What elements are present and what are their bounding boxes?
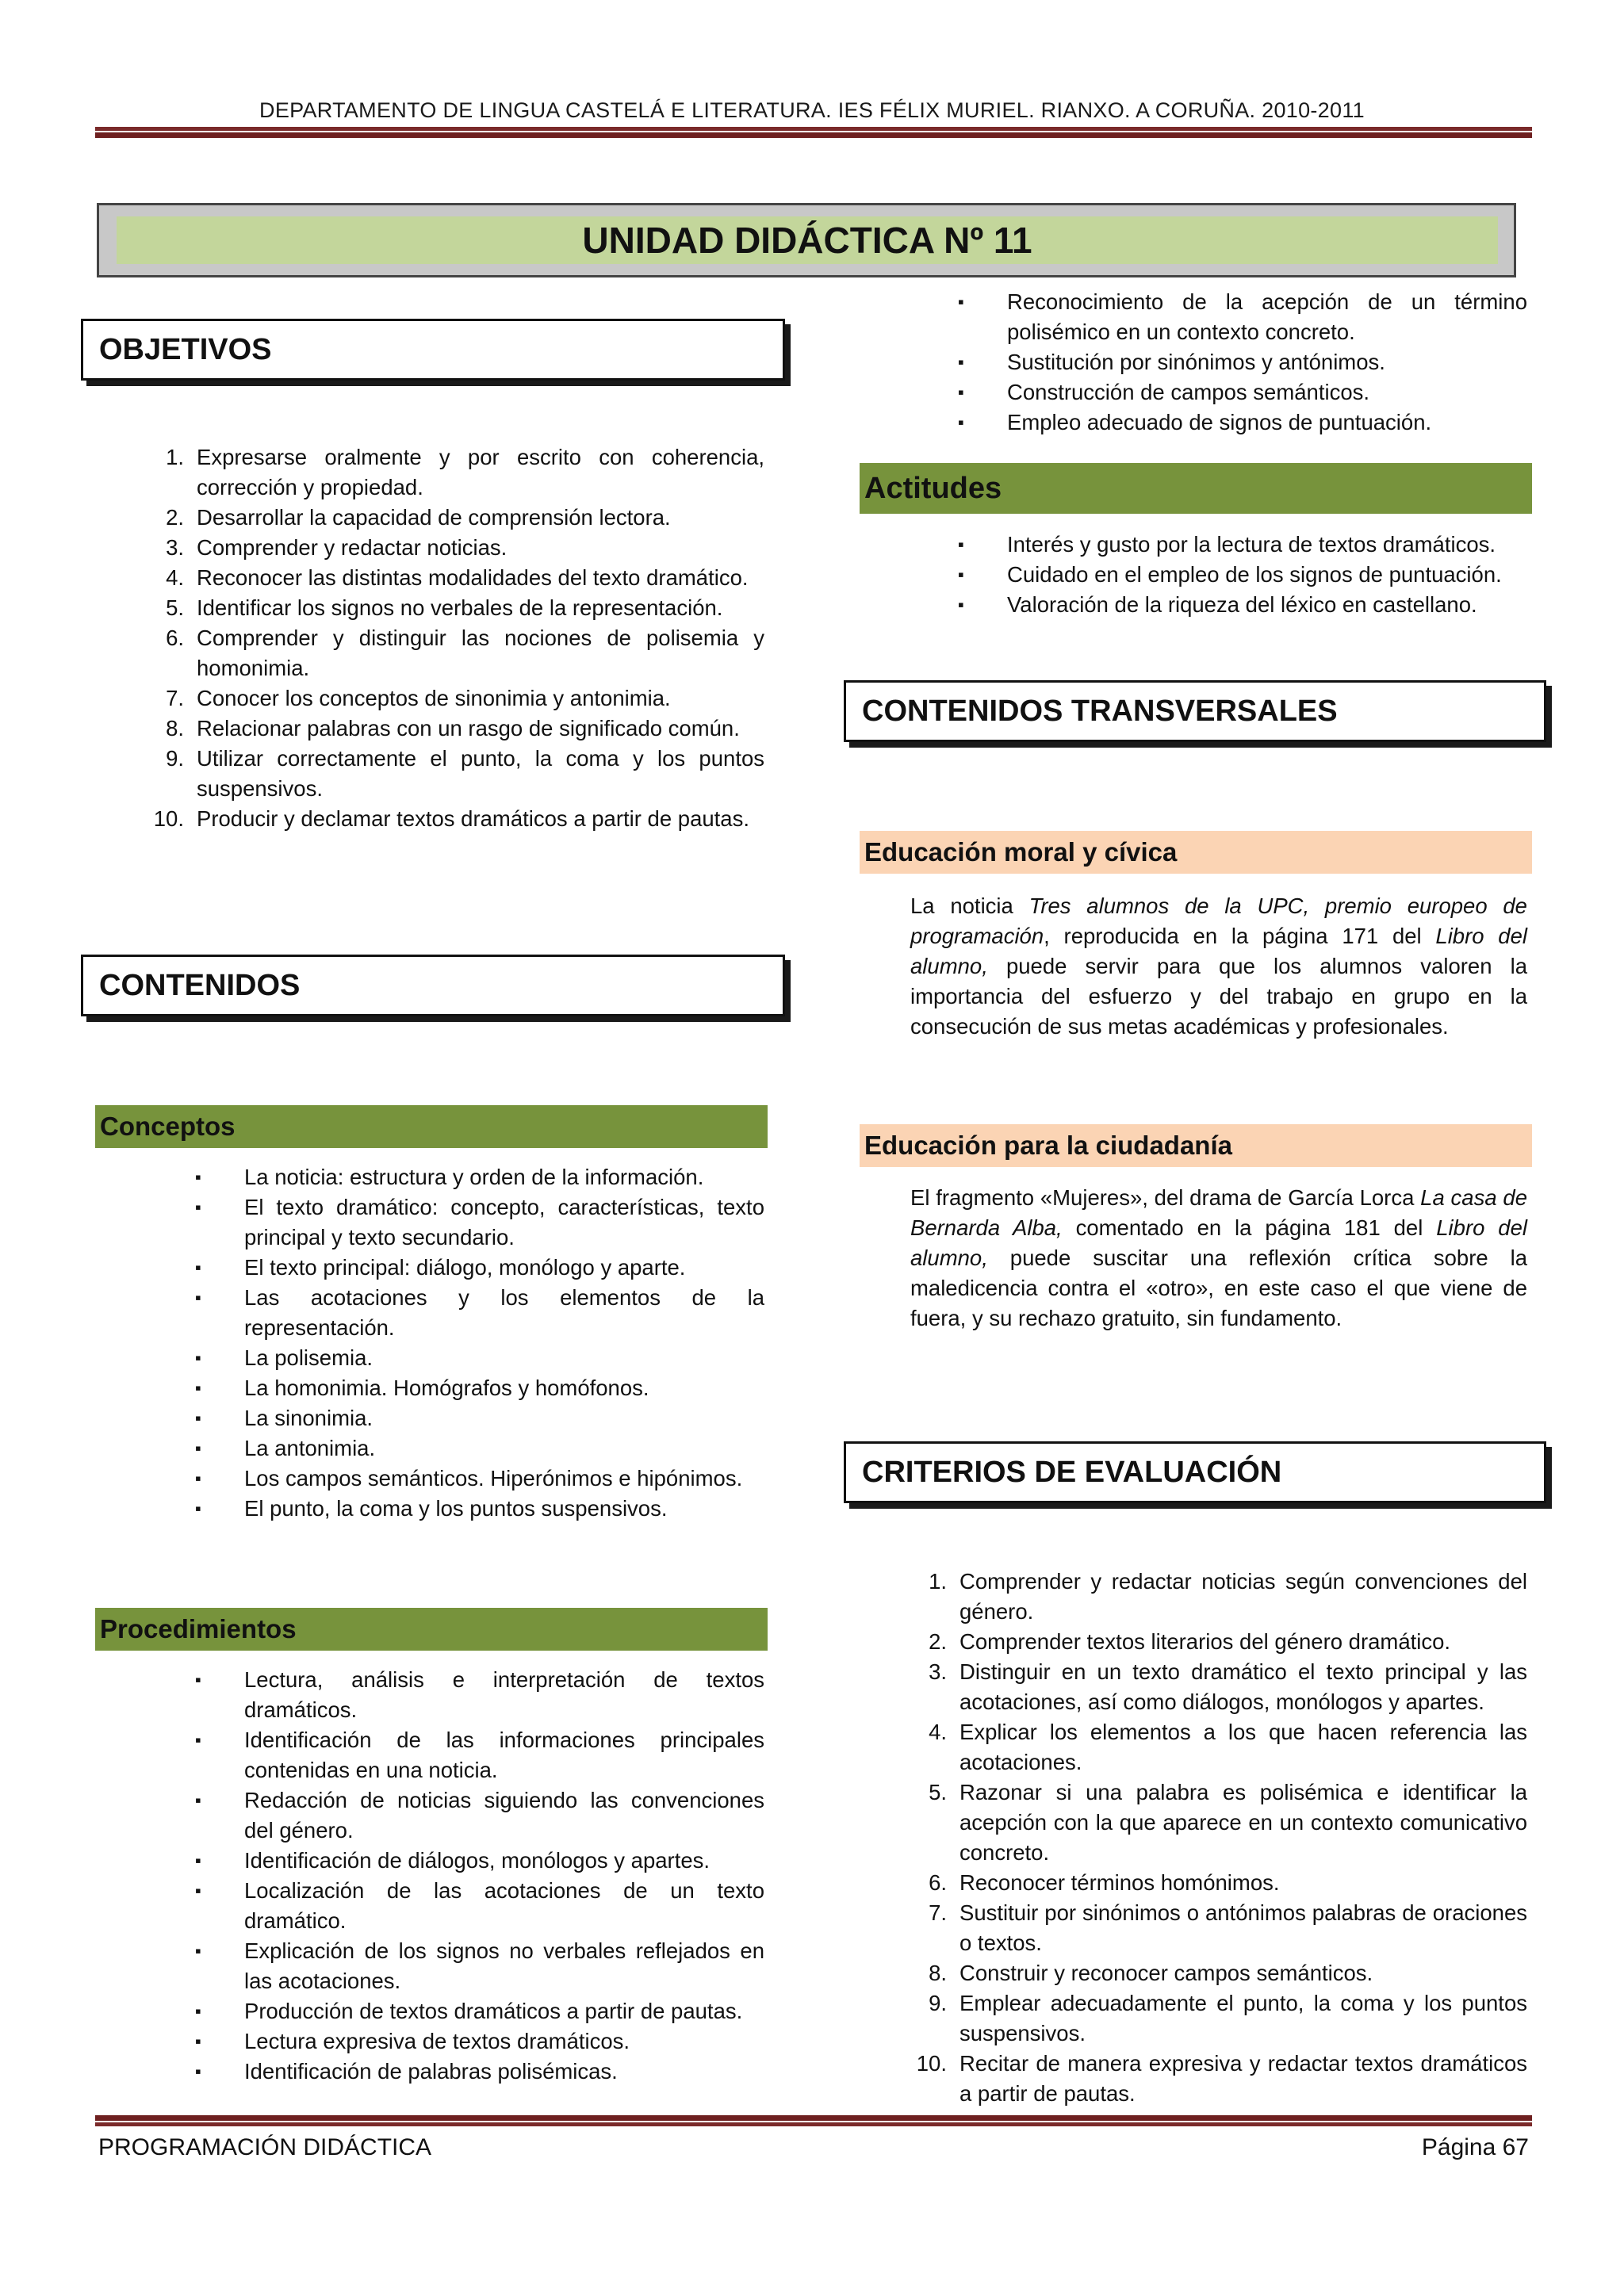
item-text: Producción de textos dramáticos a partir de pautas.: [244, 1999, 743, 2023]
list-item: [916, 2049, 1527, 2109]
item-number: 5.: [929, 1780, 947, 1804]
procedimientos-heading: Procedimientos: [95, 1608, 768, 1651]
list-item: [195, 1433, 764, 1464]
item-text: Cuidado en el empleo de los signos de puntuación.: [1007, 562, 1502, 587]
bullet-icon: ▪: [195, 1197, 201, 1217]
list-item: [166, 442, 764, 503]
item-text: La antonimia.: [244, 1436, 376, 1460]
bullet-icon: ▪: [195, 2031, 201, 2051]
item-text: Sustituir por sinónimos o antónimos palabras de oraciones o textos.: [959, 1900, 1527, 1955]
list-item: [929, 1657, 1527, 1717]
item-text: Distinguir en un texto dramático el texto principal y las acotaciones, así como diálogos, monólogos y apartes.: [959, 1659, 1527, 1714]
bullet-icon: ▪: [195, 1348, 201, 1368]
list-item: [195, 1253, 764, 1283]
item-text: Identificar los signos no verbales de la representación.: [197, 595, 723, 620]
list-item: [166, 623, 764, 683]
list-item: [929, 1988, 1527, 2049]
page-header: DEPARTAMENTO DE LINGUA CASTELÁ E LITERATURA. IES FÉLIX MURIEL. RIANXO. A CORUÑA. 2010-2011: [259, 98, 1365, 122]
list-item: [166, 714, 764, 744]
actitudes-heading: Actitudes: [860, 463, 1532, 514]
moral-paragraph: La noticia Tres alumnos de la UPC, premio europeo de programación, reproducida en la página 171 del Libro del alumno, puede servir para que los alumnos valoren la importancia del esfuerzo y del trabajo en grupo en la consecución de sus metas académicas y profesionales.: [910, 894, 1527, 1039]
bullet-icon: ▪: [958, 564, 964, 584]
contenidos-heading: CONTENIDOS: [81, 955, 785, 1016]
item-number: 8.: [166, 716, 184, 740]
bullet-icon: ▪: [958, 595, 964, 614]
item-number: 2.: [166, 505, 184, 530]
list-item: [195, 1464, 764, 1494]
list-item: [166, 744, 764, 804]
bullet-icon: ▪: [958, 534, 964, 554]
item-text: Construir y reconocer campos semánticos.: [959, 1961, 1373, 1985]
bullet-icon: ▪: [958, 292, 964, 312]
list-item: [166, 593, 764, 623]
list-item: [929, 1627, 1527, 1657]
list-item: [153, 804, 764, 834]
conceptos-list: [195, 1162, 764, 1524]
list-item: [195, 2057, 764, 2087]
ciudadania-heading: Educación para la ciudadanía: [860, 1124, 1532, 1167]
criterios-list: [916, 1567, 1527, 2109]
list-item: [958, 408, 1527, 438]
item-number: 1.: [166, 445, 184, 469]
list-item: [195, 1996, 764, 2026]
footer-doc-title: PROGRAMACIÓN DIDÁCTICA: [98, 2134, 432, 2160]
list-item: [958, 347, 1527, 377]
item-number: 3.: [166, 535, 184, 560]
list-item: [929, 1567, 1527, 1627]
item-text: Relacionar palabras con un rasgo de significado común.: [197, 716, 740, 740]
unit-title: UNIDAD DIDÁCTICA Nº 11: [117, 216, 1498, 264]
item-text: Comprender y redactar noticias.: [197, 535, 508, 560]
item-text: Empleo adecuado de signos de puntuación.: [1007, 410, 1432, 434]
item-text: Explicar los elementos a los que hacen referencia las acotaciones.: [959, 1720, 1527, 1774]
item-text: La homonimia. Homógrafos y homófonos.: [244, 1376, 649, 1400]
item-number: 6.: [929, 1870, 947, 1895]
item-number: 9.: [929, 1991, 947, 2015]
bullet-icon: ▪: [195, 1670, 201, 1689]
item-number: 4.: [929, 1720, 947, 1744]
list-item: [929, 1777, 1527, 1868]
list-item: [195, 1403, 764, 1433]
list-item: [958, 560, 1527, 590]
bullet-icon: ▪: [195, 1850, 201, 1870]
item-text: La noticia: estructura y orden de la información.: [244, 1165, 704, 1189]
item-number: 2.: [929, 1629, 947, 1654]
item-text: Las acotaciones y los elementos de la representación.: [244, 1285, 764, 1340]
item-text: Identificación de diálogos, monólogos y apartes.: [244, 1848, 710, 1873]
bullet-icon: ▪: [195, 2061, 201, 2081]
item-text: Comprender y redactar noticias según convenciones del género.: [959, 1569, 1527, 1624]
item-number: 10.: [916, 2051, 947, 2076]
list-item: [195, 1665, 764, 1725]
item-text: Conocer los conceptos de sinonimia y antonimia.: [197, 686, 671, 710]
item-text: Explicación de los signos no verbales reflejados en las acotaciones.: [244, 1938, 764, 1993]
item-text: La sinonimia.: [244, 1406, 373, 1430]
item-number: 7.: [166, 686, 184, 710]
bullet-icon: ▪: [195, 1498, 201, 1518]
list-item: [195, 2026, 764, 2057]
item-text: El punto, la coma y los puntos suspensivos.: [244, 1496, 668, 1521]
footer-rule: [95, 2115, 1532, 2126]
list-item: [958, 377, 1527, 408]
moral-heading: Educación moral y cívica: [860, 831, 1532, 874]
bullet-icon: ▪: [195, 1288, 201, 1307]
list-item: [958, 590, 1527, 620]
bullet-icon: ▪: [958, 412, 964, 432]
list-item: [195, 1192, 764, 1253]
item-text: Reconocer las distintas modalidades del texto dramático.: [197, 565, 749, 590]
item-number: 9.: [166, 746, 184, 771]
list-item: [929, 1868, 1527, 1898]
list-item: [195, 1283, 764, 1343]
item-text: Desarrollar la capacidad de comprensión lectora.: [197, 505, 671, 530]
list-item: [195, 1162, 764, 1192]
item-text: Construcción de campos semánticos.: [1007, 380, 1370, 404]
footer-page-number: Página 67: [1421, 2134, 1529, 2160]
item-text: Expresarse oralmente y por escrito con coherencia, corrección y propiedad.: [197, 445, 764, 499]
list-item: [166, 533, 764, 563]
item-text: La polisemia.: [244, 1345, 373, 1370]
bullet-icon: ▪: [195, 1468, 201, 1488]
bullet-icon: ▪: [195, 1257, 201, 1277]
bullet-icon: ▪: [195, 1408, 201, 1428]
list-item: [929, 1898, 1527, 1958]
item-text: Lectura expresiva de textos dramáticos.: [244, 2029, 630, 2053]
item-number: 3.: [929, 1659, 947, 1684]
objetivos-heading: OBJETIVOS: [81, 319, 785, 381]
item-text: Localización de las acotaciones de un texto dramático.: [244, 1878, 764, 1933]
bullet-icon: ▪: [958, 352, 964, 372]
criterios-heading: CRITERIOS DE EVALUACIÓN: [844, 1441, 1546, 1503]
list-item: [958, 287, 1527, 347]
item-text: Identificación de las informaciones principales contenidas en una noticia.: [244, 1728, 764, 1782]
conceptos-heading: Conceptos: [95, 1105, 768, 1148]
header-rule: [95, 127, 1532, 138]
item-number: 8.: [929, 1961, 947, 1985]
item-text: Reconocer términos homónimos.: [959, 1870, 1280, 1895]
bullet-icon: ▪: [195, 1167, 201, 1187]
list-item: [195, 1936, 764, 1996]
actitudes-list: [958, 530, 1527, 620]
list-item: [195, 1494, 764, 1524]
item-text: Valoración de la riqueza del léxico en castellano.: [1007, 592, 1477, 617]
item-text: El texto principal: diálogo, monólogo y aparte.: [244, 1255, 686, 1280]
list-item: [195, 1846, 764, 1876]
item-text: Utilizar correctamente el punto, la coma y los puntos suspensivos.: [197, 746, 764, 801]
item-text: Comprender textos literarios del género dramático.: [959, 1629, 1451, 1654]
item-number: 7.: [929, 1900, 947, 1925]
bullet-icon: ▪: [195, 1881, 201, 1900]
bullet-icon: ▪: [195, 1730, 201, 1750]
list-item: [958, 530, 1527, 560]
item-text: Producir y declamar textos dramáticos a partir de pautas.: [197, 806, 749, 831]
bullet-icon: ▪: [195, 1378, 201, 1398]
list-item: [195, 1876, 764, 1936]
item-text: Emplear adecuadamente el punto, la coma y los puntos suspensivos.: [959, 1991, 1527, 2045]
list-item: [166, 683, 764, 714]
item-text: Sustitución por sinónimos y antónimos.: [1007, 350, 1385, 374]
item-number: 4.: [166, 565, 184, 590]
item-text: Reconocimiento de la acepción de un término polisémico en un contexto concreto.: [1007, 289, 1527, 344]
procedimientos-cont-list: [958, 287, 1527, 438]
item-text: Interés y gusto por la lectura de textos dramáticos.: [1007, 532, 1496, 557]
bullet-icon: ▪: [195, 1438, 201, 1458]
list-item: [929, 1958, 1527, 1988]
item-text: Identificación de palabras polisémicas.: [244, 2059, 618, 2084]
list-item: [166, 503, 764, 533]
item-text: Comprender y distinguir las nociones de polisemia y homonimia.: [197, 626, 764, 680]
item-number: 1.: [929, 1569, 947, 1594]
procedimientos-list: [195, 1665, 764, 2087]
list-item: [195, 1725, 764, 1785]
bullet-icon: ▪: [195, 2001, 201, 2021]
list-item: [195, 1373, 764, 1403]
list-item: [166, 563, 764, 593]
item-number: 5.: [166, 595, 184, 620]
item-text: Razonar si una palabra es polisémica e identificar la acepción con la que aparece en un contexto comunicativo concreto.: [959, 1780, 1527, 1865]
item-text: Los campos semánticos. Hiperónimos e hipónimos.: [244, 1466, 743, 1490]
item-number: 6.: [166, 626, 184, 650]
item-text: Recitar de manera expresiva y redactar textos dramáticos a partir de pautas.: [959, 2051, 1527, 2106]
transversales-heading: CONTENIDOS TRANSVERSALES: [844, 680, 1546, 742]
bullet-icon: ▪: [958, 382, 964, 402]
list-item: [195, 1343, 764, 1373]
item-text: Redacción de noticias siguiendo las convenciones del género.: [244, 1788, 764, 1843]
ciudadania-paragraph: El fragmento «Mujeres», del drama de García Lorca La casa de Bernarda Alba, comentado en la página 181 del Libro del alumno, puede suscitar una reflexión crítica sobre la maledicencia contra el «otro», en este caso el que viene de fuera, y su rechazo gratuito, sin fundamento.: [910, 1185, 1528, 1330]
item-number: 10.: [153, 806, 184, 831]
item-text: El texto dramático: concepto, características, texto principal y texto secundario.: [244, 1195, 764, 1249]
list-item: [195, 1785, 764, 1846]
item-text: Lectura, análisis e interpretación de textos dramáticos.: [244, 1667, 764, 1722]
list-item: [929, 1717, 1527, 1777]
bullet-icon: ▪: [195, 1941, 201, 1961]
unit-title-box: [97, 203, 1516, 277]
bullet-icon: ▪: [195, 1790, 201, 1810]
objetivos-list: [153, 442, 764, 834]
